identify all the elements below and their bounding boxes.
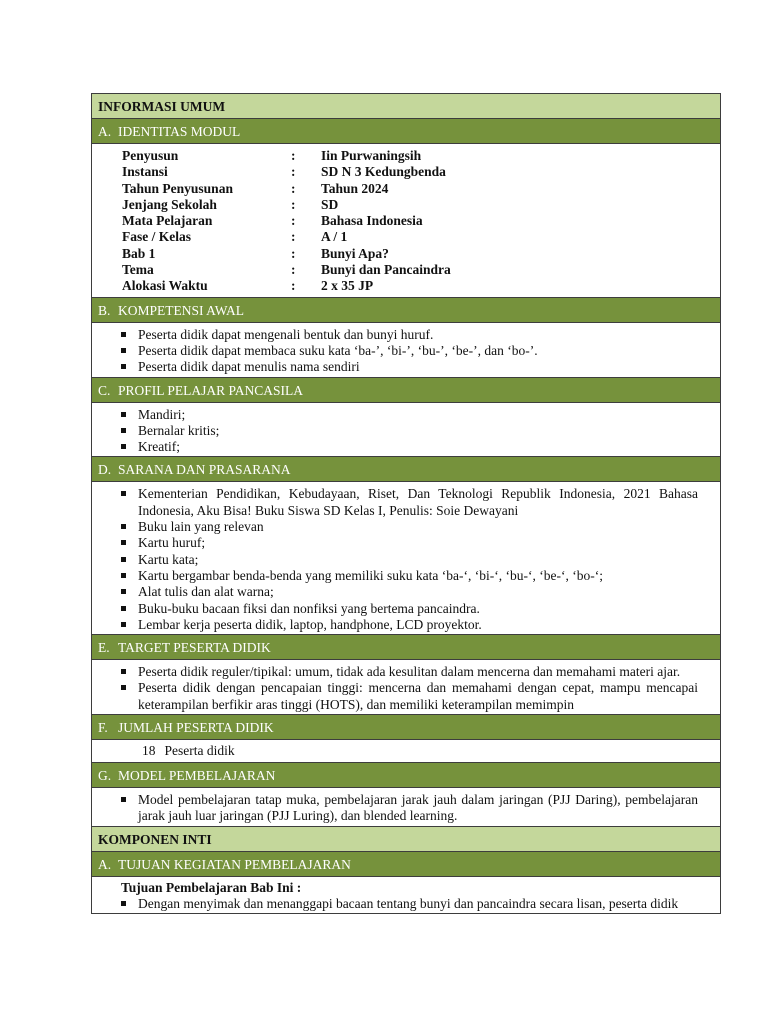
section-title: KOMPETENSI AWAL [118,302,245,318]
section-header-kompetensi-awal [92,298,720,323]
identitas-colon: : [291,196,296,212]
identitas-value: A / 1 [321,229,348,245]
tujuan-content [92,877,720,915]
list-item: Model pembelajaran tatap muka, pembelajaran jarak jauh dalam jaringan (PJJ Daring), pembelajaran jarak jauh luar jaringan (PJJ Luring), dan blended learning. [121,792,698,825]
identitas-row [122,164,720,180]
list-item: Kartu kata; [121,552,698,568]
identitas-value: Bunyi Apa? [321,245,389,261]
list-item: Mandiri; [121,407,698,423]
identitas-row [122,229,720,245]
identitas-label: Fase / Kelas [122,229,191,245]
list-item: Buku-buku bacaan fiksi dan nonfiksi yang bertema pancaindra. [121,601,698,617]
jumlah-peserta-value [92,740,720,763]
section-header-komponen-inti [92,827,720,852]
module-document [91,93,721,914]
section-title: IDENTITAS MODUL [118,124,241,139]
list-item: Alat tulis dan alat warna; [121,584,698,600]
identitas-row [122,181,720,197]
section-title: TUJUAN KEGIATAN PEMBELAJARAN [118,856,351,872]
identitas-value: SD N 3 Kedungbenda [321,164,446,180]
target-list [92,660,720,715]
identitas-label: Tema [122,262,154,278]
identitas-value: Bahasa Indonesia [321,213,423,229]
identitas-value: 2 x 35 JP [321,278,374,294]
list-item: Peserta didik dapat mengenali bentuk dan bunyi huruf. [121,327,698,343]
section-title: TARGET PESERTA DIDIK [118,640,271,656]
list-item: Buku lain yang relevan [121,519,698,535]
identitas-row [122,148,720,164]
section-letter: A. [98,124,112,139]
section-header-target-peserta [92,635,720,660]
identitas-colon: : [291,278,296,294]
identitas-label: Tahun Penyusunan [122,180,233,196]
list-item: Dengan menyimak dan menanggapi bacaan tentang bunyi dan pancaindra secara lisan, peserta didik [121,896,698,912]
header-text: INFORMASI UMUM [98,99,226,114]
section-letter: D. [98,462,112,478]
identitas-colon: : [291,180,296,196]
identitas-label: Bab 1 [122,245,156,261]
list-item: Lembar kerja peserta didik, laptop, handphone, LCD proyektor. [121,617,698,633]
identitas-row [122,197,720,213]
list-item: Peserta didik dapat membaca suku kata ‘ba-’, ‘bi-’, ‘bu-’, ‘be-’, dan ‘bo-’. [121,343,698,359]
section-header-sarana-prasarana [92,457,720,482]
section-header-identitas-modul [92,119,720,144]
section-letter: F. [98,720,108,736]
kompetensi-list [92,323,720,378]
list-item: Kreatif; [121,439,698,455]
student-unit: Peserta didik [164,743,235,759]
section-letter: B. [98,302,111,318]
identitas-colon: : [291,164,296,180]
tujuan-subheading: Tujuan Pembelajaran Bab Ini : [121,879,302,895]
header-text: KOMPONEN INTI [98,831,212,847]
list-item: Kartu bergambar benda-benda yang memiliki suku kata ‘ba-‘, ‘bi-‘, ‘bu-‘, ‘be-‘, ‘bo-‘; [121,568,698,584]
list-item: Peserta didik reguler/tipikal: umum, tidak ada kesulitan dalam mencerna dan memahami materi ajar. [121,664,698,680]
identitas-table [92,144,720,298]
section-header-profil-pelajar [92,378,720,403]
section-header-informasi-umum [92,94,720,119]
student-count: 18 [142,743,156,759]
identitas-label: Mata Pelajaran [122,213,213,229]
list-item: Peserta didik dapat menulis nama sendiri [121,359,698,375]
identitas-row [122,246,720,262]
identitas-colon: : [291,229,296,245]
identitas-label: Alokasi Waktu [122,278,208,294]
list-item: Bernalar kritis; [121,423,698,439]
list-item: Peserta didik dengan pencapaian tinggi: mencerna dan memahami dengan cepat, mampu mencapai keterampilan berfikir aras tinggi (HOTS), dan memiliki keterampilan memimpin [121,680,698,713]
section-title: JUMLAH PESERTA DIDIK [118,720,274,736]
identitas-label: Jenjang Sekolah [122,196,217,212]
identitas-colon: : [291,262,296,278]
section-title: SARANA DAN PRASARANA [118,462,291,478]
section-letter: E. [98,640,110,656]
list-item: Kementerian Pendidikan, Kebudayaan, Riset, Dan Teknologi Republik Indonesia, 2021 Bahasa Indonesia, Aku Bisa! Buku Siswa SD Kelas I, Penulis: Soie Dewayani [121,486,698,519]
identitas-row [122,278,720,294]
identitas-value: Iin Purwaningsih [321,148,422,163]
model-list [92,788,720,827]
section-header-tujuan-kegiatan [92,852,720,877]
list-item: Kartu huruf; [121,535,698,551]
identitas-value: Bunyi dan Pancaindra [321,262,451,278]
section-title: PROFIL PELAJAR PANCASILA [118,382,304,398]
section-letter: G. [98,768,112,784]
identitas-label: Penyusun [122,148,179,163]
sarana-list [92,482,720,635]
identitas-value: SD [321,196,339,212]
section-letter: A. [98,856,112,872]
identitas-colon: : [291,245,296,261]
profil-list [92,403,720,458]
identitas-value: Tahun 2024 [321,180,389,196]
section-title: MODEL PEMBELAJARAN [118,768,276,784]
identitas-row [122,262,720,278]
identitas-colon: : [291,213,296,229]
identitas-colon: : [291,148,296,163]
identitas-row [122,213,720,229]
identitas-label: Instansi [122,164,168,180]
section-header-model-pembelajaran [92,763,720,788]
section-letter: C. [98,382,111,398]
section-header-jumlah-peserta [92,715,720,740]
